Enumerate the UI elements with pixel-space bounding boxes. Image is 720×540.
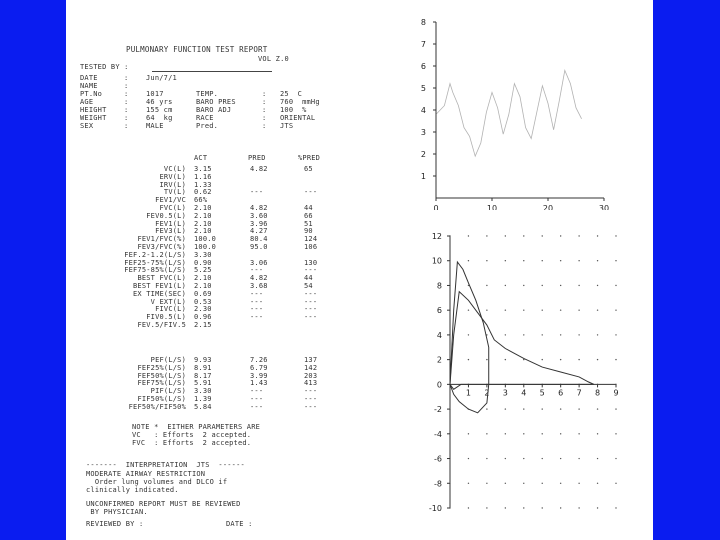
grid-dot — [560, 359, 561, 360]
grid-dot — [597, 309, 598, 310]
grid-dot — [505, 359, 506, 360]
grid-dot — [542, 309, 543, 310]
patient-field-label: HEIGHT — [80, 106, 107, 114]
table-cell-act: 0.69 — [194, 289, 212, 298]
table-cell-pct: --- — [304, 297, 318, 306]
grid-dot — [505, 260, 506, 261]
table-cell-act: 5.91 — [194, 379, 212, 388]
patient-field-label: PT.No — [80, 90, 103, 98]
table-row-label: FIV0.5(L) — [146, 313, 186, 322]
table-cell-pct: 44 — [304, 204, 313, 212]
grid-dot — [578, 408, 579, 409]
grid-dot — [597, 507, 598, 508]
colon: : — [262, 90, 267, 98]
y-tick-label: 8 — [436, 281, 442, 291]
table-cell-pred: --- — [250, 313, 264, 322]
y-tick-label: -4 — [434, 429, 442, 439]
table-cell-pred: --- — [250, 305, 264, 314]
x-tick-label: 20 — [542, 204, 554, 210]
table-cell-pred: 3.68 — [250, 282, 268, 290]
x-tick-label: 10 — [486, 204, 498, 210]
y-tick-label: 5 — [420, 84, 426, 93]
table-cell-pred: 7.26 — [250, 356, 268, 364]
colon: : — [124, 82, 129, 90]
y-tick-label: -6 — [434, 454, 442, 464]
table-cell-pred: 1.43 — [250, 379, 268, 388]
table-cell-pct: 66 — [304, 211, 313, 220]
table-cell-act: 2.30 — [194, 305, 212, 314]
col-header-act: ACT — [194, 154, 208, 162]
grid-dot — [505, 483, 506, 484]
table-row-label: FEV1/FVC(%) — [137, 235, 186, 244]
grid-dot — [468, 309, 469, 310]
x-tick-label: 7 — [576, 388, 582, 398]
grid-dot — [578, 458, 579, 459]
grid-dot — [505, 334, 506, 335]
table-cell-pct: 142 — [304, 363, 318, 372]
grid-dot — [486, 359, 487, 360]
table-row-label: FEF50%/FIF50% — [128, 402, 186, 411]
x-tick-label: 1 — [465, 388, 471, 398]
table-row-label: FEF50%(L/S) — [137, 371, 186, 380]
table-cell-act: 3.30 — [194, 387, 212, 396]
y-tick-label: 0 — [436, 380, 442, 390]
table-cell-act: 2.15 — [194, 321, 212, 329]
table-cell-act: 2.10 — [194, 219, 212, 228]
y-tick-label: 6 — [420, 62, 426, 71]
table-row-label: FEV.5/FIV.5 — [137, 321, 186, 329]
colon: : — [124, 74, 129, 82]
colon: : — [262, 114, 267, 122]
grid-dot — [486, 433, 487, 434]
table-cell-pct: 90 — [304, 227, 313, 236]
y-tick-label: 1 — [420, 172, 426, 181]
table-cell-act: 2.10 — [194, 204, 212, 212]
grid-dot — [560, 483, 561, 484]
interpretation-line: MODERATE AIRWAY RESTRICTION — [86, 470, 206, 478]
grid-dot — [542, 507, 543, 508]
grid-dot — [597, 235, 598, 236]
grid-dot — [560, 507, 561, 508]
grid-dot — [523, 408, 524, 409]
grid-dot — [560, 285, 561, 286]
table-cell-act: 8.91 — [194, 363, 212, 372]
table-row-label: VC(L) — [163, 165, 186, 173]
grid-dot — [615, 408, 616, 409]
grid-dot — [468, 334, 469, 335]
table-cell-pct: 54 — [304, 282, 313, 290]
colon: : — [262, 122, 267, 130]
table-row-label: ERV(L) — [159, 172, 186, 181]
grid-dot — [597, 458, 598, 459]
trace-line — [436, 70, 582, 156]
patient-field-label: AGE — [80, 98, 94, 106]
grid-dot — [523, 483, 524, 484]
grid-dot — [560, 408, 561, 409]
grid-dot — [505, 285, 506, 286]
table-cell-act: 5.84 — [194, 402, 212, 411]
grid-dot — [615, 433, 616, 434]
grid-dot — [597, 285, 598, 286]
table-cell-act: 2.10 — [194, 282, 212, 290]
interpretation-line: clinically indicated. — [86, 486, 179, 494]
grid-dot — [542, 458, 543, 459]
grid-dot — [523, 334, 524, 335]
patient-field-value: 100 % — [280, 106, 307, 114]
grid-dot — [578, 235, 579, 236]
y-tick-label: -8 — [434, 479, 442, 489]
y-tick-label: 8 — [420, 18, 426, 27]
table-cell-pred: 4.82 — [250, 204, 268, 212]
table-row-label: EX TIME(SEC) — [133, 289, 186, 298]
table-cell-pct: 203 — [304, 371, 318, 380]
grid-dot — [615, 359, 616, 360]
table-cell-pct: 413 — [304, 379, 318, 388]
report-page — [66, 0, 653, 540]
table-cell-act: 2.10 — [194, 211, 212, 220]
patient-field-value: 46 yrs — [146, 98, 173, 106]
grid-dot — [523, 433, 524, 434]
grid-dot — [560, 334, 561, 335]
y-tick-label: 7 — [420, 40, 426, 49]
interpretation-line: Order lung volumes and DLCO if — [86, 478, 228, 486]
table-cell-pct: 130 — [304, 258, 318, 267]
grid-dot — [523, 309, 524, 310]
grid-dot — [468, 260, 469, 261]
table-cell-pred: 6.79 — [250, 363, 268, 372]
table-row-label: IRV(L) — [159, 180, 186, 189]
x-tick-label: 9 — [613, 388, 619, 398]
table-cell-pred: 3.96 — [250, 219, 268, 228]
patient-field-label: Pred. — [196, 122, 219, 130]
grid-dot — [597, 359, 598, 360]
x-tick-label: 30 — [598, 204, 610, 210]
table-cell-pct: 106 — [304, 243, 318, 251]
note-line: VC : Efforts 2 accepted. — [132, 431, 252, 439]
patient-field-label: RACE — [196, 114, 214, 122]
table-row-label: FEV0.5(L) — [146, 211, 186, 220]
patient-field-value: 155 cm — [146, 106, 173, 114]
grid-dot — [560, 433, 561, 434]
colon: : — [124, 106, 129, 114]
y-tick-label: 2 — [420, 150, 426, 159]
grid-dot — [505, 458, 506, 459]
table-cell-pct: 137 — [304, 356, 318, 364]
table-cell-pred: 4.82 — [250, 165, 268, 173]
table-cell-pct: --- — [304, 289, 318, 298]
grid-dot — [578, 260, 579, 261]
table-cell-pred: 4.82 — [250, 274, 268, 283]
grid-dot — [597, 260, 598, 261]
grid-dot — [468, 433, 469, 434]
grid-dot — [542, 359, 543, 360]
grid-dot — [615, 309, 616, 310]
table-cell-act: 0.62 — [194, 188, 212, 197]
table-row-label: FEV3/FVC(%) — [137, 243, 186, 251]
table-row-label: FEF25-75%(L/S) — [124, 258, 186, 267]
grid-dot — [486, 483, 487, 484]
table-row-label: FEF25%(L/S) — [137, 363, 186, 372]
table-cell-pred: 3.60 — [250, 211, 268, 220]
grid-dot — [486, 235, 487, 236]
table-cell-act: 2.10 — [194, 274, 212, 283]
tested-by-label: TESTED BY : — [80, 63, 129, 71]
interpretation-line: BY PHYSICIAN. — [86, 508, 148, 516]
table-row-label: FEF75-85%(L/S) — [124, 266, 186, 275]
col-header-pred: PRED — [248, 154, 266, 162]
table-cell-act: 100.0 — [194, 235, 217, 244]
interpretation-heading: ------- INTERPRETATION JTS ------ — [86, 461, 245, 469]
grid-dot — [615, 260, 616, 261]
grid-dot — [597, 433, 598, 434]
grid-dot — [486, 285, 487, 286]
x-tick-label: 3 — [502, 388, 508, 398]
table-cell-act: 2.10 — [194, 227, 212, 236]
grid-dot — [486, 260, 487, 261]
grid-dot — [468, 359, 469, 360]
interpretation-line: UNCONFIRMED REPORT MUST BE REVIEWED — [86, 500, 241, 508]
table-cell-act: 0.53 — [194, 297, 212, 306]
table-cell-pred: 3.99 — [250, 371, 268, 380]
colon: : — [124, 98, 129, 106]
grid-dot — [542, 285, 543, 286]
patient-field-value: MALE — [146, 122, 164, 130]
grid-dot — [486, 408, 487, 409]
table-row-label: FEV1/VC — [155, 196, 186, 205]
table-cell-act: 1.16 — [194, 172, 212, 181]
table-cell-pct: --- — [304, 188, 318, 197]
grid-dot — [615, 458, 616, 459]
grid-dot — [615, 285, 616, 286]
patient-field-label: BARO ADJ — [196, 106, 232, 114]
table-cell-act: 0.90 — [194, 258, 212, 267]
grid-dot — [542, 260, 543, 261]
table-cell-pct: 44 — [304, 274, 313, 283]
flow-volume-loop — [450, 292, 594, 390]
colon: : — [262, 106, 267, 114]
grid-dot — [578, 285, 579, 286]
table-cell-pct: 124 — [304, 235, 318, 244]
y-tick-label: 4 — [420, 106, 426, 115]
note-line: FVC : Efforts 2 accepted. — [132, 439, 252, 447]
grid-dot — [615, 483, 616, 484]
table-row-label: PEF(L/S) — [150, 356, 186, 364]
colon: : — [124, 114, 129, 122]
grid-dot — [615, 235, 616, 236]
tested-by-line — [152, 71, 272, 72]
table-cell-pred: 80.4 — [250, 235, 268, 244]
table-row-label: FVC(L) — [159, 204, 186, 212]
table-cell-pred: 3.06 — [250, 258, 268, 267]
grid-dot — [560, 235, 561, 236]
table-row-label: V EXT(L) — [150, 297, 186, 306]
grid-dot — [615, 334, 616, 335]
table-cell-pred: 4.27 — [250, 227, 268, 236]
grid-dot — [542, 433, 543, 434]
patient-field-label: TEMP. — [196, 90, 219, 98]
y-tick-label: 3 — [420, 128, 426, 137]
table-cell-act: 3.30 — [194, 250, 212, 259]
y-tick-label: 12 — [431, 232, 442, 241]
table-cell-pct: --- — [304, 313, 318, 322]
grid-dot — [542, 235, 543, 236]
flow-volume-chart — [354, 228, 624, 538]
patient-field-label: SEX — [80, 122, 94, 130]
table-row-label: PIF(L/S) — [150, 387, 186, 396]
grid-dot — [542, 483, 543, 484]
grid-dot — [505, 433, 506, 434]
x-tick-label: 8 — [595, 388, 601, 398]
table-cell-pred: --- — [250, 297, 264, 306]
grid-dot — [542, 334, 543, 335]
grid-dot — [597, 334, 598, 335]
table-cell-act: 1.33 — [194, 180, 212, 189]
grid-dot — [486, 507, 487, 508]
grid-dot — [523, 260, 524, 261]
patient-field-value: 1017 — [146, 90, 164, 98]
patient-field-value: JTS — [280, 122, 294, 130]
y-tick-label: 4 — [436, 330, 442, 340]
grid-dot — [523, 458, 524, 459]
patient-field-label: WEIGHT — [80, 114, 107, 122]
date-label: DATE : — [226, 520, 253, 528]
table-cell-act: 0.96 — [194, 313, 212, 322]
table-cell-pred: --- — [250, 387, 264, 396]
table-row-label: TV(L) — [163, 188, 186, 197]
table-cell-pred: 95.0 — [250, 243, 268, 251]
table-cell-pred: --- — [250, 402, 264, 411]
table-row-label: FIVC(L) — [155, 305, 186, 314]
patient-field-label: NAME — [80, 82, 98, 90]
y-tick-label: 6 — [436, 306, 442, 316]
grid-dot — [468, 507, 469, 508]
colon: : — [124, 90, 129, 98]
table-cell-act: 66% — [194, 196, 208, 205]
table-cell-act: 100.0 — [194, 243, 217, 251]
table-row-label: FEF.2-1.2(L/S) — [124, 250, 186, 259]
grid-dot — [578, 309, 579, 310]
table-row-label: FIF50%(L/S) — [137, 395, 186, 403]
grid-dot — [597, 408, 598, 409]
report-title: PULMONARY FUNCTION TEST REPORT — [126, 45, 268, 54]
report-subtitle: VOL Z.0 — [258, 55, 289, 63]
table-cell-pred: --- — [250, 266, 264, 275]
x-tick-label: 4 — [521, 388, 527, 398]
table-cell-act: 8.17 — [194, 371, 212, 380]
table-row-label: BEST FVC(L) — [137, 274, 186, 283]
table-cell-pred: --- — [250, 188, 264, 197]
grid-dot — [523, 507, 524, 508]
patient-field-value: Jun/7/1 — [146, 74, 177, 82]
grid-dot — [505, 507, 506, 508]
grid-dot — [486, 458, 487, 459]
table-cell-pct: --- — [304, 266, 318, 275]
reviewed-by-label: REVIEWED BY : — [86, 520, 144, 528]
grid-dot — [468, 458, 469, 459]
grid-dot — [560, 458, 561, 459]
note-line: NOTE * EITHER PARAMETERS ARE — [132, 423, 261, 431]
grid-dot — [560, 309, 561, 310]
y-tick-label: -2 — [434, 405, 442, 415]
patient-field-value: ORIENTAL — [280, 114, 316, 122]
table-cell-act: 9.93 — [194, 356, 212, 364]
colon: : — [262, 98, 267, 106]
patient-field-label: BARO PRES — [196, 98, 236, 106]
patient-field-value: 64 kg — [146, 114, 173, 122]
grid-dot — [578, 334, 579, 335]
table-cell-pct: --- — [304, 305, 318, 314]
grid-dot — [505, 235, 506, 236]
grid-dot — [505, 408, 506, 409]
volume-time-chart — [354, 10, 624, 210]
table-cell-pct: 51 — [304, 219, 313, 228]
x-tick-label: 5 — [539, 388, 545, 398]
grid-dot — [578, 483, 579, 484]
table-cell-pct: --- — [304, 395, 318, 403]
table-cell-pct: --- — [304, 402, 318, 411]
colon: : — [124, 122, 129, 130]
patient-field-value: 760 mmHg — [280, 98, 320, 106]
grid-dot — [468, 235, 469, 236]
grid-dot — [468, 483, 469, 484]
table-cell-pred: --- — [250, 395, 264, 403]
table-cell-pred: --- — [250, 289, 264, 298]
x-tick-label: 2 — [484, 388, 490, 398]
table-row-label: BEST FEV1(L) — [133, 282, 186, 290]
grid-dot — [523, 285, 524, 286]
table-cell-pct: --- — [304, 387, 318, 396]
table-cell-act: 5.25 — [194, 266, 212, 275]
grid-dot — [542, 408, 543, 409]
table-cell-pct: 65 — [304, 165, 313, 173]
grid-dot — [578, 359, 579, 360]
table-row-label: FEF75%(L/S) — [137, 379, 186, 388]
x-tick-label: 0 — [433, 204, 439, 210]
grid-dot — [560, 260, 561, 261]
table-cell-act: 1.39 — [194, 395, 212, 403]
grid-dot — [578, 507, 579, 508]
x-tick-label: 6 — [558, 388, 564, 398]
y-tick-label: 2 — [436, 355, 442, 365]
grid-dot — [523, 235, 524, 236]
table-row-label: FEV3(L) — [155, 227, 186, 236]
grid-dot — [578, 433, 579, 434]
y-tick-label: 10 — [431, 256, 442, 266]
table-cell-act: 3.15 — [194, 165, 212, 173]
patient-field-label: DATE — [80, 74, 98, 82]
table-row-label: FEV1(L) — [155, 219, 186, 228]
y-tick-label: -10 — [428, 504, 442, 513]
grid-dot — [615, 507, 616, 508]
grid-dot — [597, 483, 598, 484]
col-header-pct: %PRED — [298, 154, 321, 162]
grid-dot — [505, 309, 506, 310]
patient-field-value: 25 C — [280, 90, 303, 98]
grid-dot — [486, 309, 487, 310]
